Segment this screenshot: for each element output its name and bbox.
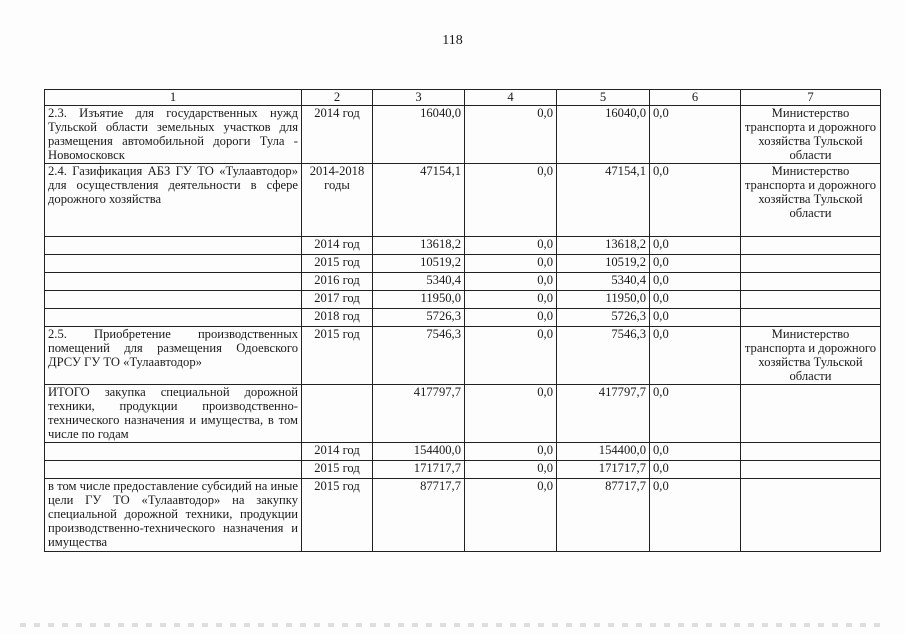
header-cell: 2 [302,90,373,106]
period-cell: 2015 год [302,327,373,385]
federal-cell: 0,0 [465,443,557,461]
regional-cell: 5340,4 [557,273,650,291]
other-cell: 0,0 [650,461,741,479]
period-cell: 2014 год [302,237,373,255]
federal-cell: 0,0 [465,255,557,273]
table-row [45,237,881,255]
total-cell: 10519,2 [373,255,465,273]
federal-cell: 0,0 [465,291,557,309]
other-cell: 0,0 [650,255,741,273]
executor-cell: Министерство транспорта и дорожного хозяйства Тульской области [741,164,881,237]
period-cell: 2015 год [302,479,373,552]
regional-cell: 87717,7 [557,479,650,552]
federal-cell: 0,0 [465,164,557,237]
description-cell [45,291,302,309]
total-cell: 171717,7 [373,461,465,479]
description-cell: в том числе предоставление субсидий на иные цели ГУ ТО «Тулаавтодор» на закупку специальной дорожной техники, продукции производственно-технического назначения и имущества [45,479,302,552]
executor-cell [741,273,881,291]
description-cell: 2.4. Газификация АБЗ ГУ ТО «Тулаавтодор» для осуществления деятельности в сфере дорожного хозяйства [45,164,302,237]
regional-cell: 11950,0 [557,291,650,309]
total-cell: 16040,0 [373,106,465,164]
description-cell [45,461,302,479]
federal-cell: 0,0 [465,385,557,443]
table-row [45,255,881,273]
regional-cell: 16040,0 [557,106,650,164]
table-row [45,273,881,291]
federal-cell: 0,0 [465,237,557,255]
description-cell [45,255,302,273]
total-cell: 13618,2 [373,237,465,255]
header-cell: 1 [45,90,302,106]
other-cell: 0,0 [650,443,741,461]
other-cell: 0,0 [650,479,741,552]
regional-cell: 417797,7 [557,385,650,443]
other-cell: 0,0 [650,273,741,291]
executor-cell [741,309,881,327]
regional-cell: 10519,2 [557,255,650,273]
regional-cell: 5726,3 [557,309,650,327]
table-row [45,443,881,461]
program-table [44,89,881,552]
executor-cell: Министерство транспорта и дорожного хозяйства Тульской области [741,327,881,385]
other-cell: 0,0 [650,291,741,309]
header-cell: 6 [650,90,741,106]
regional-cell: 154400,0 [557,443,650,461]
total-cell: 417797,7 [373,385,465,443]
description-cell [45,237,302,255]
regional-cell: 13618,2 [557,237,650,255]
period-cell: 2016 год [302,273,373,291]
other-cell: 0,0 [650,385,741,443]
total-cell: 11950,0 [373,291,465,309]
table-header-row [45,90,881,106]
description-cell [45,309,302,327]
table-row [45,164,881,237]
table-row [45,327,881,385]
federal-cell: 0,0 [465,479,557,552]
total-cell: 47154,1 [373,164,465,237]
other-cell: 0,0 [650,164,741,237]
period-cell [302,385,373,443]
regional-cell: 171717,7 [557,461,650,479]
scan-artifact [20,623,885,627]
header-cell: 3 [373,90,465,106]
description-cell: ИТОГО закупка специальной дорожной техники, продукции производственно-технического назначения и имущества, в том числе по годам [45,385,302,443]
total-cell: 5340,4 [373,273,465,291]
executor-cell [741,479,881,552]
description-cell [45,443,302,461]
other-cell: 0,0 [650,106,741,164]
table-row [45,461,881,479]
federal-cell: 0,0 [465,327,557,385]
description-cell [45,273,302,291]
total-cell: 154400,0 [373,443,465,461]
executor-cell [741,255,881,273]
period-cell: 2015 год [302,461,373,479]
period-cell: 2018 год [302,309,373,327]
table-row [45,291,881,309]
description-cell: 2.5. Приобретение производственных помещений для размещения Одоевского ДРСУ ГУ ТО «Тулаавтодор» [45,327,302,385]
executor-cell [741,443,881,461]
executor-cell [741,237,881,255]
table-row [45,106,881,164]
regional-cell: 7546,3 [557,327,650,385]
other-cell: 0,0 [650,327,741,385]
period-cell: 2017 год [302,291,373,309]
total-cell: 5726,3 [373,309,465,327]
header-cell: 7 [741,90,881,106]
period-cell: 2014 год [302,106,373,164]
table-row [45,479,881,552]
federal-cell: 0,0 [465,273,557,291]
header-cell: 5 [557,90,650,106]
federal-cell: 0,0 [465,106,557,164]
table-row [45,309,881,327]
federal-cell: 0,0 [465,461,557,479]
total-cell: 87717,7 [373,479,465,552]
period-cell: 2014-2018 годы [302,164,373,237]
header-cell: 4 [465,90,557,106]
executor-cell [741,461,881,479]
total-cell: 7546,3 [373,327,465,385]
period-cell: 2015 год [302,255,373,273]
federal-cell: 0,0 [465,309,557,327]
other-cell: 0,0 [650,237,741,255]
executor-cell: Министерство транспорта и дорожного хозяйства Тульской области [741,106,881,164]
page-number: 118 [442,33,463,48]
table-row [45,385,881,443]
description-cell: 2.3. Изъятие для государственных нужд Тульской области земельных участков для размещения автомобильной дороги Тула - Новомосковск [45,106,302,164]
period-cell: 2014 год [302,443,373,461]
executor-cell [741,385,881,443]
executor-cell [741,291,881,309]
other-cell: 0,0 [650,309,741,327]
regional-cell: 47154,1 [557,164,650,237]
